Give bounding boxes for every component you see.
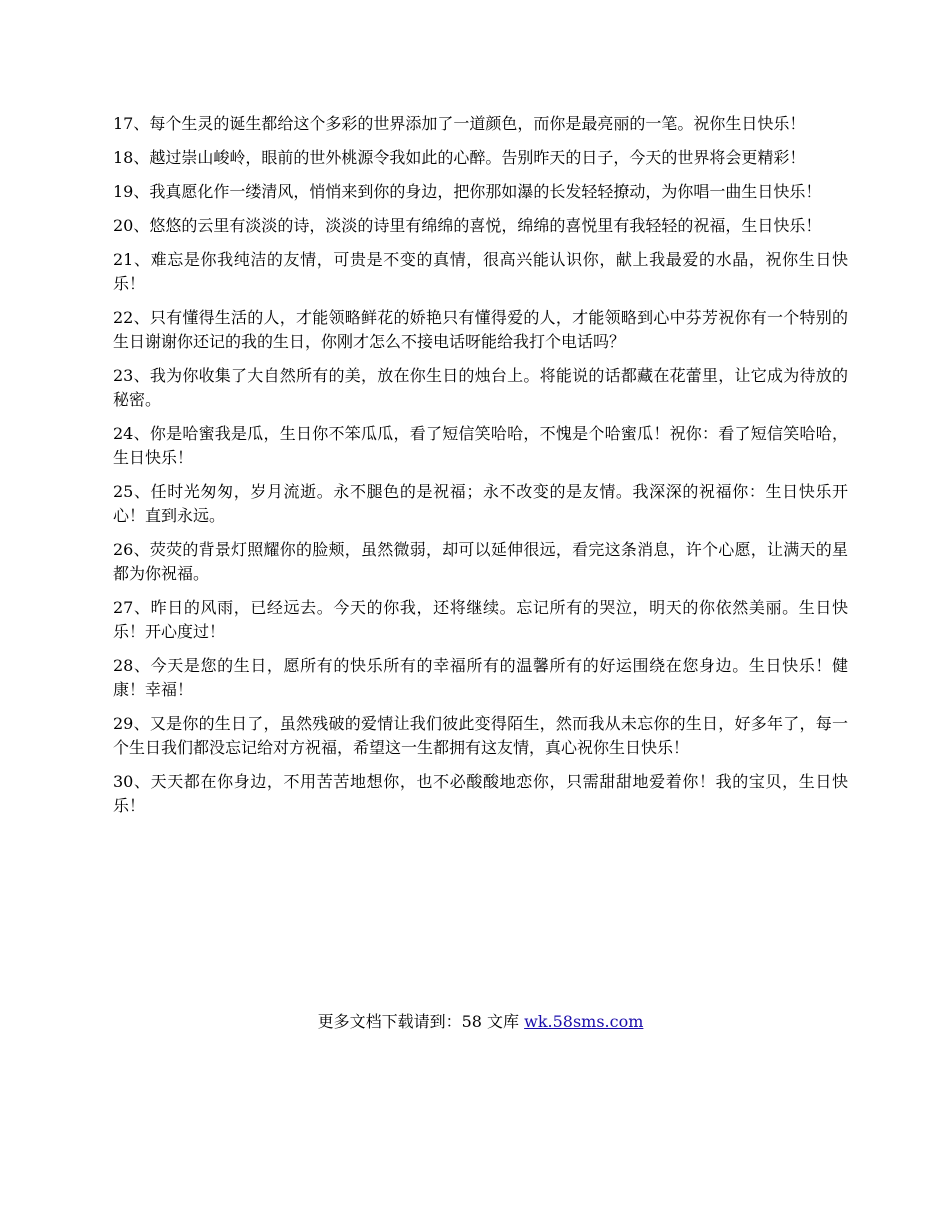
paragraph-17: 17、每个生灵的诞生都给这个多彩的世界添加了一道颜色，而你是最亮丽的一笔。祝你生日快乐！ — [113, 114, 806, 133]
paragraph-28: 28、今天是您的生日，愿所有的快乐所有的幸福所有的温馨所有的好运围绕在您身边。生日快乐！健康！幸福！ — [113, 656, 848, 699]
document-body — [113, 112, 848, 828]
paragraph-27: 27、昨日的风雨，已经远去。今天的你我，还将继续。忘记所有的哭泣，明天的你依然美丽。生日快乐！开心度过！ — [113, 598, 848, 641]
paragraph-18: 18、越过崇山峻岭，眼前的世外桃源令我如此的心醉。告别昨天的日子，今天的世界将会更精彩！ — [113, 148, 806, 167]
paragraph-30: 30、天天都在你身边，不用苦苦地想你，也不必酸酸地恋你，只需甜甜地爱着你！我的宝贝，生日快乐！ — [113, 772, 848, 815]
paragraph-23: 23、我为你收集了大自然所有的美，放在你生日的烛台上。将能说的话都藏在花蕾里，让它成为待放的秘密。 — [113, 366, 848, 409]
paragraph-24: 24、你是哈蜜我是瓜，生日你不笨瓜瓜，看了短信笑哈哈，不愧是个哈蜜瓜！祝你：看了短信笑哈哈，生日快乐！ — [113, 424, 848, 467]
footer — [113, 1010, 848, 1034]
paragraph-22: 22、只有懂得生活的人，才能领略鲜花的娇艳只有懂得爱的人，才能领略到心中芬芳祝你有一个特别的生日谢谢你还记的我的生日，你刚才怎么不接电话呀能给我打个电话吗？ — [113, 308, 848, 351]
paragraph-25: 25、任时光匆匆，岁月流逝。永不腿色的是祝福；永不改变的是友情。我深深的祝福你：生日快乐开心！直到永远。 — [113, 482, 848, 525]
paragraph-20: 20、悠悠的云里有淡淡的诗，淡淡的诗里有绵绵的喜悦，绵绵的喜悦里有我轻轻的祝福，生日快乐！ — [113, 216, 822, 235]
paragraph-19: 19、我真愿化作一缕清风，悄悄来到你的身边，把你那如瀑的长发轻轻撩动，为你唱一曲生日快乐！ — [113, 182, 822, 201]
footer-link[interactable]: wk.58sms.com — [524, 1012, 644, 1031]
footer-text: 更多文档下载请到：58 文库 — [317, 1012, 525, 1031]
paragraph-21: 21、难忘是你我纯洁的友情，可贵是不变的真情，很高兴能认识你，献上我最爱的水晶，祝你生日快乐！ — [113, 250, 848, 293]
paragraph-26: 26、荧荧的背景灯照耀你的脸颊，虽然微弱，却可以延伸很远，看完这条消息，许个心愿，让满天的星都为你祝福。 — [113, 540, 848, 583]
paragraph-29: 29、又是你的生日了，虽然残破的爱情让我们彼此变得陌生，然而我从未忘你的生日，好多年了，每一个生日我们都没忘记给对方祝福，希望这一生都拥有这友情，真心祝你生日快乐！ — [113, 714, 848, 757]
